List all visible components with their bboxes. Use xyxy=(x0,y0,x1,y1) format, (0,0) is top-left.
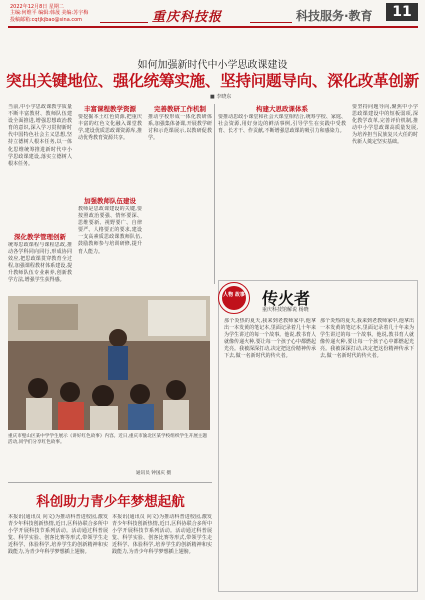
photo-caption: 重庆市璧山区某中学学生展示《讲好红色故事》内容。近日,重庆市渝北区某学校组织学生开展主题活动,同学们分享红色故事。 xyxy=(8,434,207,446)
classroom-scene-image xyxy=(8,296,210,430)
subhead-research: 完善教研工作机制 xyxy=(154,105,206,113)
story-byline: 重庆科技馆解说 杨晓 xyxy=(262,307,309,313)
issue-date: 2022年12月8日 星期二 xyxy=(10,4,64,10)
page-number: 11 xyxy=(386,3,418,21)
section-divider xyxy=(8,482,212,483)
newspaper-logo: 重庆科技报 xyxy=(152,10,223,25)
subhead-teachers: 加强教师队伍建设 xyxy=(84,197,136,205)
issue-editors: 主编:何维平 编辑:韩晟 美编:苏宇梅 xyxy=(10,10,89,17)
section-title: 科技服务·教育 xyxy=(296,9,373,23)
body-research: 推动学校形成一体化教研体系,加强集体备课,开展教学研讨和示范课展示,以教研促教学。 xyxy=(148,114,212,142)
story-badge: 人物 故事 xyxy=(222,286,246,310)
body-resources: 要挖掘本土红色资源,把重庆丰富的红色文化融入课堂教学,建设优质思政课资源库,推动优秀教育资源共享。 xyxy=(78,114,142,142)
subhead-resources: 丰富课程教学资源 xyxy=(84,105,136,113)
body-teachers: 教师是思政课建设的关键,要按照政治要强、情怀要深、思维要新、视野要广、自律要严、人格要正的要求,建设一支高素质思政课教师队伍,鼓励教师参与培训研修,提升育人能力。 xyxy=(78,206,142,255)
masthead-rule-left xyxy=(100,22,148,23)
issue-meta xyxy=(10,4,88,23)
masthead-rule-right xyxy=(250,22,292,23)
story-body-col2: 那个炎热的夏天,我来到老教师家中,他拿出一本发黄的笔记本,里面记录着几十年来为学生讲过的每一个故事。他说,教书育人就像传递火种,要让每一个孩子心中都燃起光亮。我被深深打动,决定把这份精神传承下去,做一名新时代的传火者。 xyxy=(320,318,414,360)
body-right-top: 要坚持问题导向,聚焦中小学思政课建设中的短板弱项,深化教学改革,完善评价机制,推动中小学思政课高质量发展,为培养担当民族复兴大任的时代新人奠定坚实基础。 xyxy=(352,104,418,146)
feature-body-col1: 本报讯(通讯员 向文)为推动科普进校园,激发青少年科技创新热情,近日,区科协联合多所中小学开展科技节系列活动。活动通过科普展览、科学实验、创客比赛等形式,带领学生走近科学、体验科学,培养学生的创新精神和实践能力,为青少年科学梦想插上翅膀。 xyxy=(8,514,108,556)
body-system: 要推动思政小课堂和社会大课堂相结合,统筹学校、家庭、社会资源,用好身边的鲜活事例,引导学生在实践中受教育、长才干、作贡献,不断增强思政课的吸引力和感染力。 xyxy=(218,114,346,135)
lead-body-col1: 当前,中小学思政课教学质量不断丰富教材、教师队伍建设全面推进,增强思想政治教育的意识,深入学习贯彻新时代中国特色社会主义思想,坚持立德树人根本任务,以一体化思维统筹推进新时代中小学思政课建设,落实立德树人根本任务。 xyxy=(8,104,72,167)
classroom-photo xyxy=(8,296,210,430)
lead-headline: 突出关键地位、强化统筹实施、坚持问题导向、深化改革创新 xyxy=(6,72,419,90)
column-divider xyxy=(214,104,215,284)
feature-body-col2: 本报讯(通讯员 向文)为推动科普进校园,激发青少年科技创新热情,近日,区科协联合多所中小学开展科技节系列活动。活动通过科普展览、科学实验、创客比赛等形式,带领学生走近科学、体验科学,培养学生的创新精神和实践能力,为青少年科学梦想插上翅膀。 xyxy=(112,514,212,556)
feature-headline: 科创助力青少年梦想起航 xyxy=(36,494,185,510)
photo-credit: 通讯员 钟国庆 摄 xyxy=(136,471,172,476)
story-title: 传火者 xyxy=(262,289,311,308)
masthead-rule xyxy=(8,26,418,28)
masthead xyxy=(0,0,425,52)
issue-email: 投稿邮箱:cqtjkjbao@sina.com xyxy=(10,16,83,23)
subhead-system: 构建大思政课体系 xyxy=(256,105,308,113)
body-teaching: 统筹思政课程与课程思政,推动各学科同向同行,形成协同效应,把思政课贯穿教育全过程,加强课程教材体系建设,提升教师队伍专业素养,创新教学方法,增强学生获得感。 xyxy=(8,242,72,284)
story-body-col1: 那个炎热的夏天,我来到老教师家中,他拿出一本发黄的笔记本,里面记录着几十年来为学生讲过的每一个故事。他说,教书育人就像传递火种,要让每一个孩子心中都燃起光亮。我被深深打动,决定把这份精神传承下去,做一名新时代的传火者。 xyxy=(224,318,316,360)
lead-byline: ■ 李晓东 xyxy=(210,94,232,100)
lead-kicker: 如何加强新时代中小学思政课建设 xyxy=(137,60,288,71)
subhead-teaching: 深化教学管理创新 xyxy=(14,233,66,241)
